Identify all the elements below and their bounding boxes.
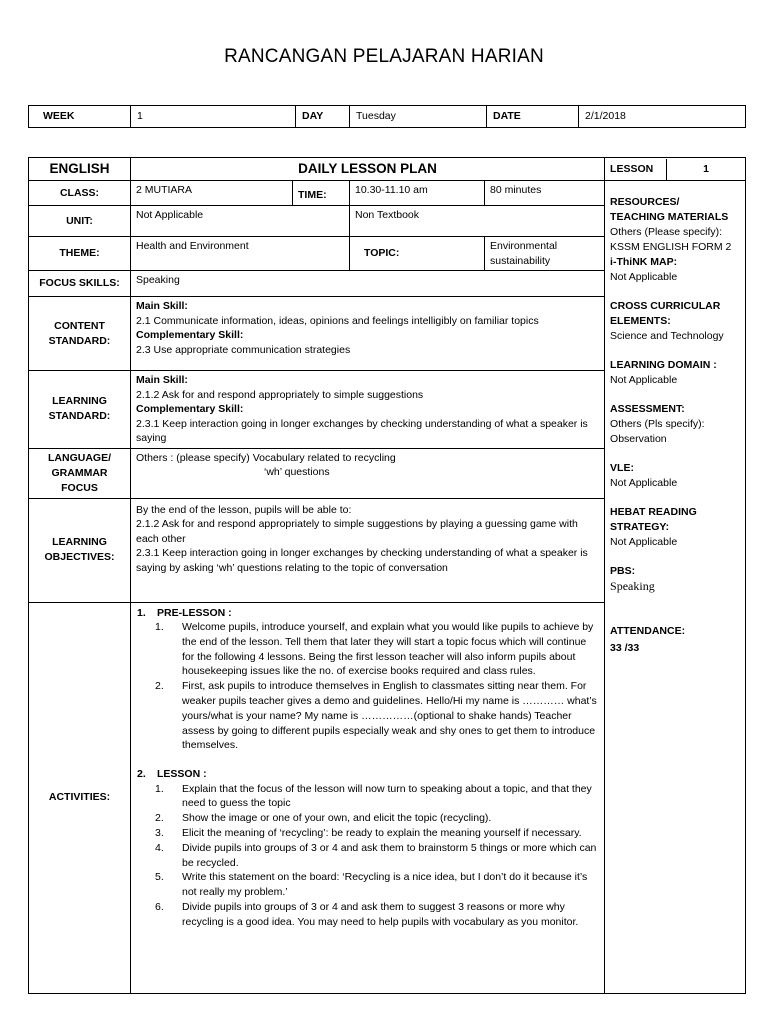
document-title: RANCANGAN PELAJARAN HARIAN	[224, 46, 544, 67]
week-value: 1	[131, 106, 296, 128]
lesson-item-text: Divide pupils into groups of 3 or 4 and ask them to brainstorm 5 things or more which can be recycled.	[182, 841, 597, 869]
objective-2: 2.3.1 Keep interaction going in longer exchanges by checking understanding of what a speaker is saying by asking ‘wh’ questions relating to the topic of conversation	[136, 547, 588, 574]
vle-value: Not Applicable	[610, 477, 678, 489]
hebat-value: Not Applicable	[610, 536, 678, 548]
resources-line-1: Others (Please specify):	[610, 226, 723, 238]
lesson-plan-table	[28, 157, 746, 994]
content-main-heading: Main Skill:	[136, 300, 188, 312]
grammar-line-2: ‘wh’ questions	[264, 466, 330, 478]
vle-heading: VLE:	[610, 462, 634, 474]
time-value: 10.30-11.10 am	[350, 181, 485, 206]
attendance-heading: ATTENDANCE:	[610, 625, 686, 637]
learning-objectives-value	[131, 498, 605, 602]
learning-objectives-label	[29, 498, 131, 602]
lesson-label: LESSON	[605, 159, 667, 180]
activities-label: ACTIVITIES:	[29, 602, 131, 993]
grammar-focus-label-3: FOCUS	[61, 481, 98, 494]
content-standard-value	[131, 297, 605, 371]
header-table	[28, 105, 746, 128]
plan-title: DAILY LESSON PLAN	[131, 158, 605, 181]
learning-standard-value	[131, 371, 605, 449]
attendance-value: 33 /33	[610, 642, 640, 654]
objective-1: 2.1.2 Ask for and respond appropriately to simple suggestions by playing a guessing game with each other	[136, 518, 578, 545]
lesson-item-number: 2.	[155, 812, 164, 825]
lesson-item	[155, 811, 598, 826]
think-map-value: Not Applicable	[610, 271, 678, 283]
lesson-item-number: 4.	[155, 841, 164, 854]
think-map-heading: i-ThiNK MAP:	[610, 256, 678, 268]
lesson-heading: LESSON :	[157, 768, 207, 781]
lesson-item	[155, 782, 598, 812]
cross-curricular-value: Science and Technology	[610, 330, 724, 342]
learning-comp-text: 2.3.1 Keep interaction going in longer exchanges by checking understanding of what a speaker is saying	[136, 417, 588, 444]
assessment-line-1: Others (Pls specify):	[610, 418, 705, 430]
grammar-line-1: Others : (please specify) Vocabulary related to recycling	[136, 451, 396, 464]
lesson-item-text: Divide pupils into groups of 3 or 4 and ask them to suggest 3 reasons or more why recycling is a good idea. You may need to help pupils with vocabulary as you monitor.	[182, 901, 579, 928]
activities-value	[131, 602, 605, 993]
day-value: Tuesday	[350, 106, 487, 128]
hebat-heading: HEBAT READING STRATEGY:	[610, 506, 697, 533]
unit-value: Not Applicable	[131, 206, 350, 237]
lesson-item-number: 6.	[155, 901, 164, 914]
lesson-value: 1	[703, 162, 709, 175]
pbs-value: Speaking	[610, 579, 655, 593]
unit-label: UNIT:	[29, 206, 131, 237]
topic-value	[485, 237, 605, 271]
cross-curricular-heading-2: ELEMENTS:	[610, 315, 671, 327]
learning-objectives-label-2: OBJECTIVES:	[44, 551, 115, 563]
lesson-cell	[605, 158, 746, 181]
topic-label: TOPIC:	[350, 237, 485, 271]
lesson-item-text: Show the image or one of your own, and elicit the topic (recycling).	[182, 812, 492, 825]
grammar-focus-label-2: GRAMMAR	[51, 466, 108, 479]
content-comp-text: 2.3 Use appropriate communication strategies	[136, 343, 351, 356]
side-panel	[605, 181, 746, 994]
focus-skills-value: Speaking	[131, 271, 605, 297]
grammar-focus-label-1: LANGUAGE/	[48, 451, 111, 464]
resources-heading: RESOURCES/	[610, 196, 680, 208]
pre-lesson-heading: PRE-LESSON :	[157, 606, 232, 619]
focus-skills-label: FOCUS SKILLS:	[29, 271, 131, 297]
learning-main-text: 2.1.2 Ask for and respond appropriately to simple suggestions	[136, 388, 424, 401]
grammar-focus-label	[29, 448, 131, 498]
topic-value-line-2: sustainability	[490, 254, 551, 267]
pre-lesson-list	[137, 620, 598, 753]
pre-lesson-item-text: First, ask pupils to introduce themselves in English to classmates sitting near them. For weaker pupils teacher gives a demo and guidelines. Hello/Hi my name is ………… what’s yours/what is your name? My name is ……………(optional to shake hands) Teacher assess by going to different pupils especially weak and shy ones to get them to introduce themselves.	[182, 680, 597, 752]
content-comp-heading: Complementary Skill:	[136, 329, 244, 341]
date-label: DATE	[487, 106, 579, 128]
lesson-item-number: 5.	[155, 871, 164, 884]
lesson-item-text: Explain that the focus of the lesson will now turn to speaking about a topic, and that they need to guess the topic	[182, 782, 592, 810]
resources-line-2: KSSM ENGLISH FORM 2	[610, 241, 732, 253]
assessment-heading: ASSESSMENT:	[610, 403, 685, 415]
theme-value: Health and Environment	[131, 237, 350, 271]
cross-curricular-heading: CROSS CURRICULAR	[610, 300, 721, 312]
week-label: WEEK	[29, 106, 131, 128]
learning-comp-heading: Complementary Skill:	[136, 403, 244, 415]
learning-domain-heading: LEARNING DOMAIN :	[610, 359, 717, 371]
learning-standard-label	[29, 371, 131, 449]
lesson-item	[155, 900, 598, 930]
pre-lesson-number: 1.	[137, 606, 146, 619]
learning-standard-label-1: LEARNING	[52, 395, 107, 408]
lesson-number: 2.	[137, 768, 146, 781]
pre-lesson-item	[155, 620, 598, 679]
content-standard-label-2: STANDARD:	[48, 334, 111, 347]
class-label: CLASS:	[29, 181, 131, 206]
theme-label: THEME:	[29, 237, 131, 271]
pre-lesson-item-number: 2.	[155, 680, 164, 693]
duration-value: 80 minutes	[485, 181, 605, 206]
learning-standard-label-2: STANDARD:	[48, 410, 111, 423]
date-value: 2/1/2018	[579, 106, 746, 128]
pre-lesson-item-number: 1.	[155, 621, 164, 633]
lesson-item-text: Elicit the meaning of ‘recycling’: be ready to explain the meaning yourself if necessary.	[182, 827, 582, 840]
day-label: DAY	[296, 106, 350, 128]
lesson-item	[155, 870, 598, 900]
grammar-focus-value	[131, 448, 605, 498]
pre-lesson-item-text: Welcome pupils, introduce yourself, and explain what you would like pupils to achieve by the end of the lesson. Tell them that later they will start a topic focus which will continue for the following 4 lessons. Being the first lesson teacher will also inform pupils about housekeeping issues like the no. of exercise books required and class rules.	[182, 621, 594, 678]
learning-main-heading: Main Skill:	[136, 374, 188, 386]
subject-cell: ENGLISH	[29, 158, 131, 181]
learning-objectives-label-1: LEARNING	[52, 536, 107, 548]
lesson-item-number: 1.	[155, 782, 164, 795]
content-standard-label	[29, 297, 131, 371]
unit-source: Non Textbook	[350, 206, 605, 237]
lesson-item-text: Write this statement on the board: ‘Recycling is a nice idea, but I don’t do it because it’s not really my problem.’	[182, 871, 588, 899]
content-standard-label-1: CONTENT	[54, 319, 105, 332]
pbs-heading: PBS:	[610, 565, 636, 577]
objectives-intro: By the end of the lesson, pupils will be able to:	[136, 503, 352, 516]
lesson-item	[155, 826, 598, 841]
assessment-line-2: Observation	[610, 433, 667, 445]
pre-lesson-item	[155, 679, 598, 753]
topic-value-line-1: Environmental	[490, 240, 558, 252]
learning-domain-value: Not Applicable	[610, 374, 678, 386]
content-main-text: 2.1 Communicate information, ideas, opinions and feelings intelligibly on familiar topics	[136, 314, 539, 327]
lesson-item	[155, 841, 598, 871]
lesson-item-number: 3.	[155, 827, 164, 840]
time-label: TIME:	[293, 181, 350, 206]
lesson-list	[137, 782, 598, 930]
resources-heading-2: TEACHING MATERIALS	[610, 211, 729, 223]
class-value: 2 MUTIARA	[131, 181, 293, 206]
